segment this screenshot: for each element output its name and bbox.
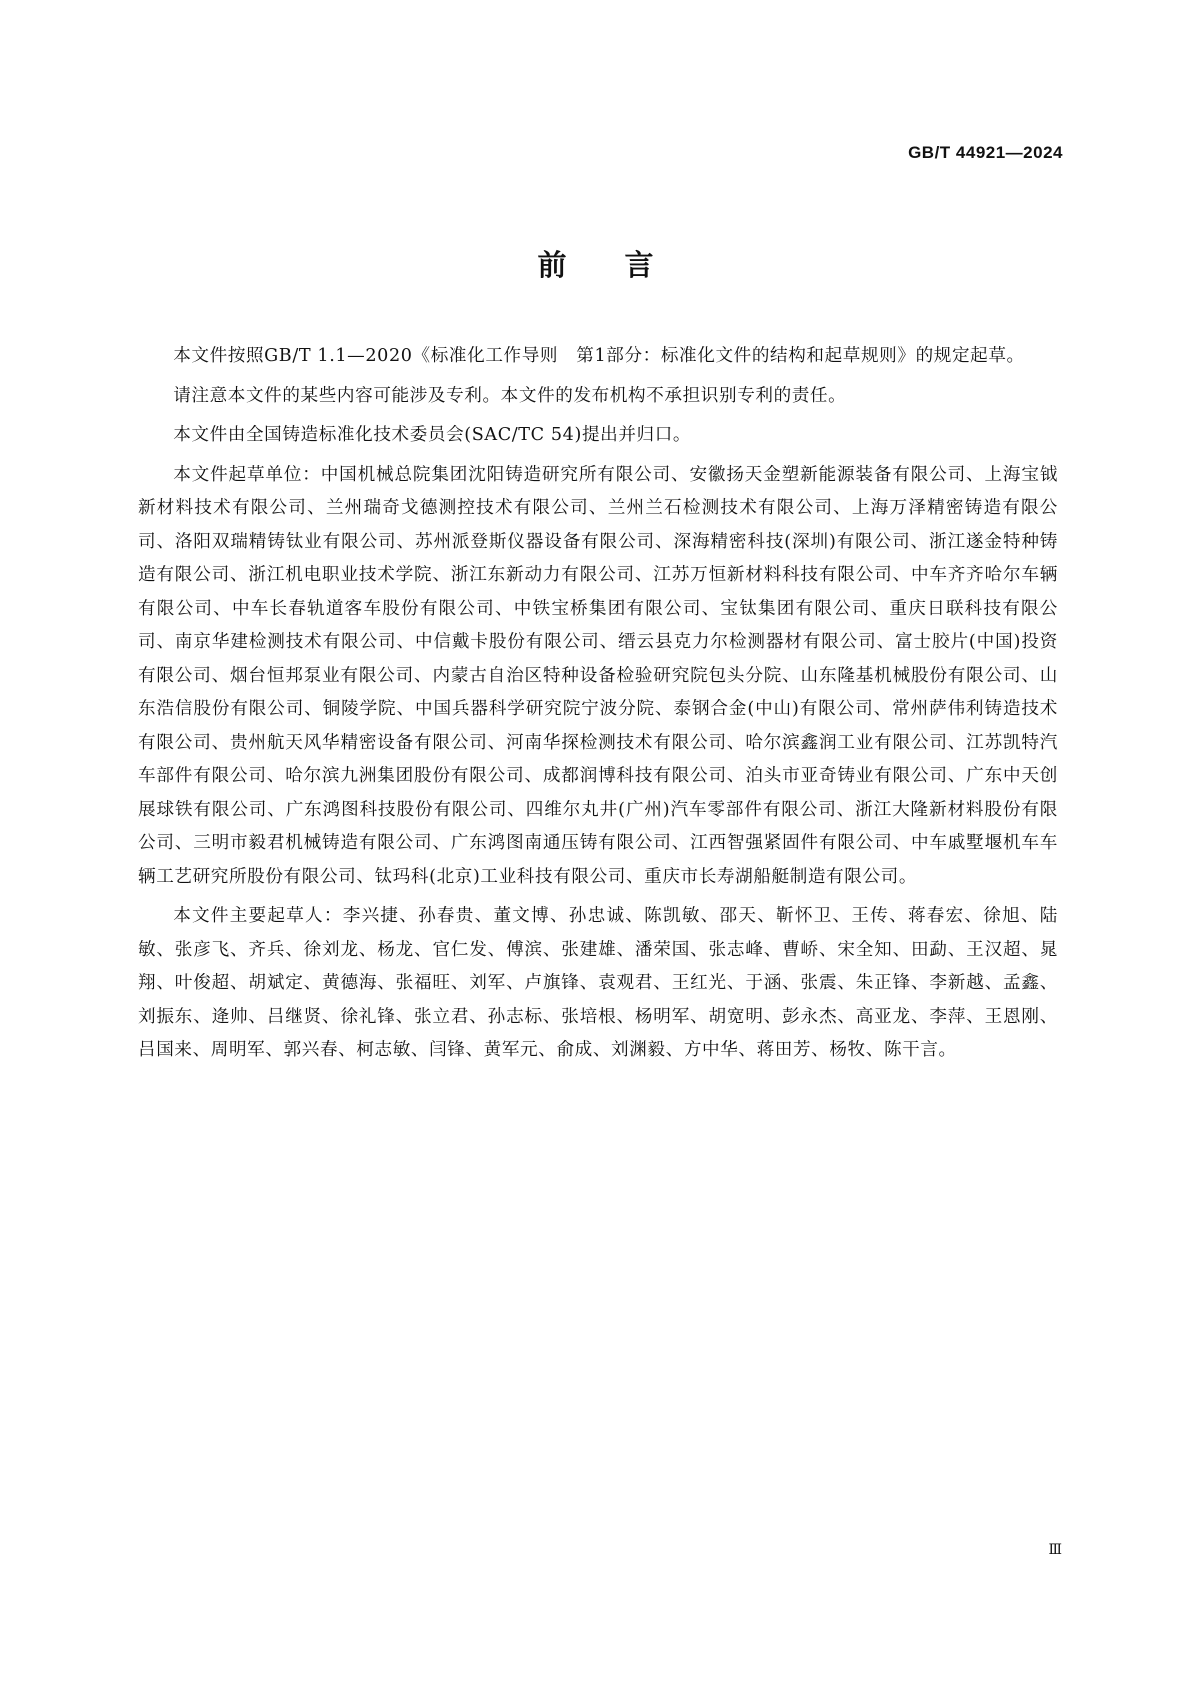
page-title: 前言 <box>537 248 712 282</box>
paragraph-patent-notice: 请注意本文件的某些内容可能涉及专利。本文件的发布机构不承担识别专利的责任。 <box>173 385 847 406</box>
page-number: Ⅲ <box>1048 1542 1062 1558</box>
foreword-body <box>138 340 1058 1074</box>
document-code: GB/T 44921—2024 <box>908 143 1063 162</box>
paragraph-drafting-units: 本文件起草单位：中国机械总院集团沈阳铸造研究所有限公司、安徽扬天金塑新能源装备有限公司、上海宝钺新材料技术有限公司、兰州瑞奇戈德测控技术有限公司、兰州兰石检测技术有限公司、上海万泽精密铸造有限公司、洛阳双瑞精铸钛业有限公司、苏州派登斯仪器设备有限公司、深海精密科技(深圳)有限公司、浙江遂金特种铸造有限公司、浙江机电职业技术学院、浙江东新动力有限公司、江苏万恒新材料科技有限公司、中车齐齐哈尔车辆有限公司、中车长春轨道客车股份有限公司、中铁宝桥集团有限公司、宝钛集团有限公司、重庆日联科技有限公司、南京华建检测技术有限公司、中信戴卡股份有限公司、缙云县克力尔检测器材有限公司、富士胶片(中国)投资有限公司、烟台恒邦泵业有限公司、内蒙古自治区特种设备检验研究院包头分院、山东隆基机械股份有限公司、山东浩信股份有限公司、铜陵学院、中国兵器科学研究院宁波分院、泰钢合金(中山)有限公司、常州萨伟利铸造技术有限公司、贵州航天风华精密设备有限公司、河南华探检测技术有限公司、哈尔滨鑫润工业有限公司、江苏凯特汽车部件有限公司、哈尔滨九洲集团股份有限公司、成都润博科技有限公司、泊头市亚奇铸业有限公司、广东中天创展球铁有限公司、广东鸿图科技股份有限公司、四维尔丸井(广州)汽车零部件有限公司、浙江大隆新材料股份有限公司、三明市毅君机械铸造有限公司、广东鸿图南通压铸有限公司、江西智强紧固件有限公司、中车戚墅堰机车车辆工艺研究所股份有限公司、钛玛科(北京)工业科技有限公司、重庆市长寿湖船艇制造有限公司。 <box>138 464 1058 887</box>
paragraph-drafting-rules: 本文件按照GB/T 1.1—2020《标准化工作导则 第1部分：标准化文件的结构和起草规则》的规定起草。 <box>173 346 1025 366</box>
paragraph-proposer: 本文件由全国铸造标准化技术委员会(SAC/TC 54)提出并归口。 <box>173 425 692 445</box>
paragraph-drafters: 本文件主要起草人：李兴捷、孙春贵、董文博、孙忠诚、陈凯敏、邵天、靳怀卫、王传、蒋春宏、徐旭、陆敏、张彦飞、齐兵、徐刘龙、杨龙、官仁发、傅滨、张建雄、潘荣国、张志峰、曹峤、宋全知、田勐、王汉超、晁翔、叶俊超、胡斌定、黄德海、张福旺、刘军、卢旗锋、袁观君、王红光、于涵、张震、朱正锋、李新越、孟鑫、刘振东、逄帅、吕继贤、徐礼锋、张立君、孙志标、张培根、杨明军、胡宽明、彭永杰、高亚龙、李萍、王恩刚、吕国来、周明军、郭兴春、柯志敏、闫锋、黄军元、俞成、刘渊毅、方中华、蒋田芳、杨牧、陈干言。 <box>138 906 1058 1060</box>
